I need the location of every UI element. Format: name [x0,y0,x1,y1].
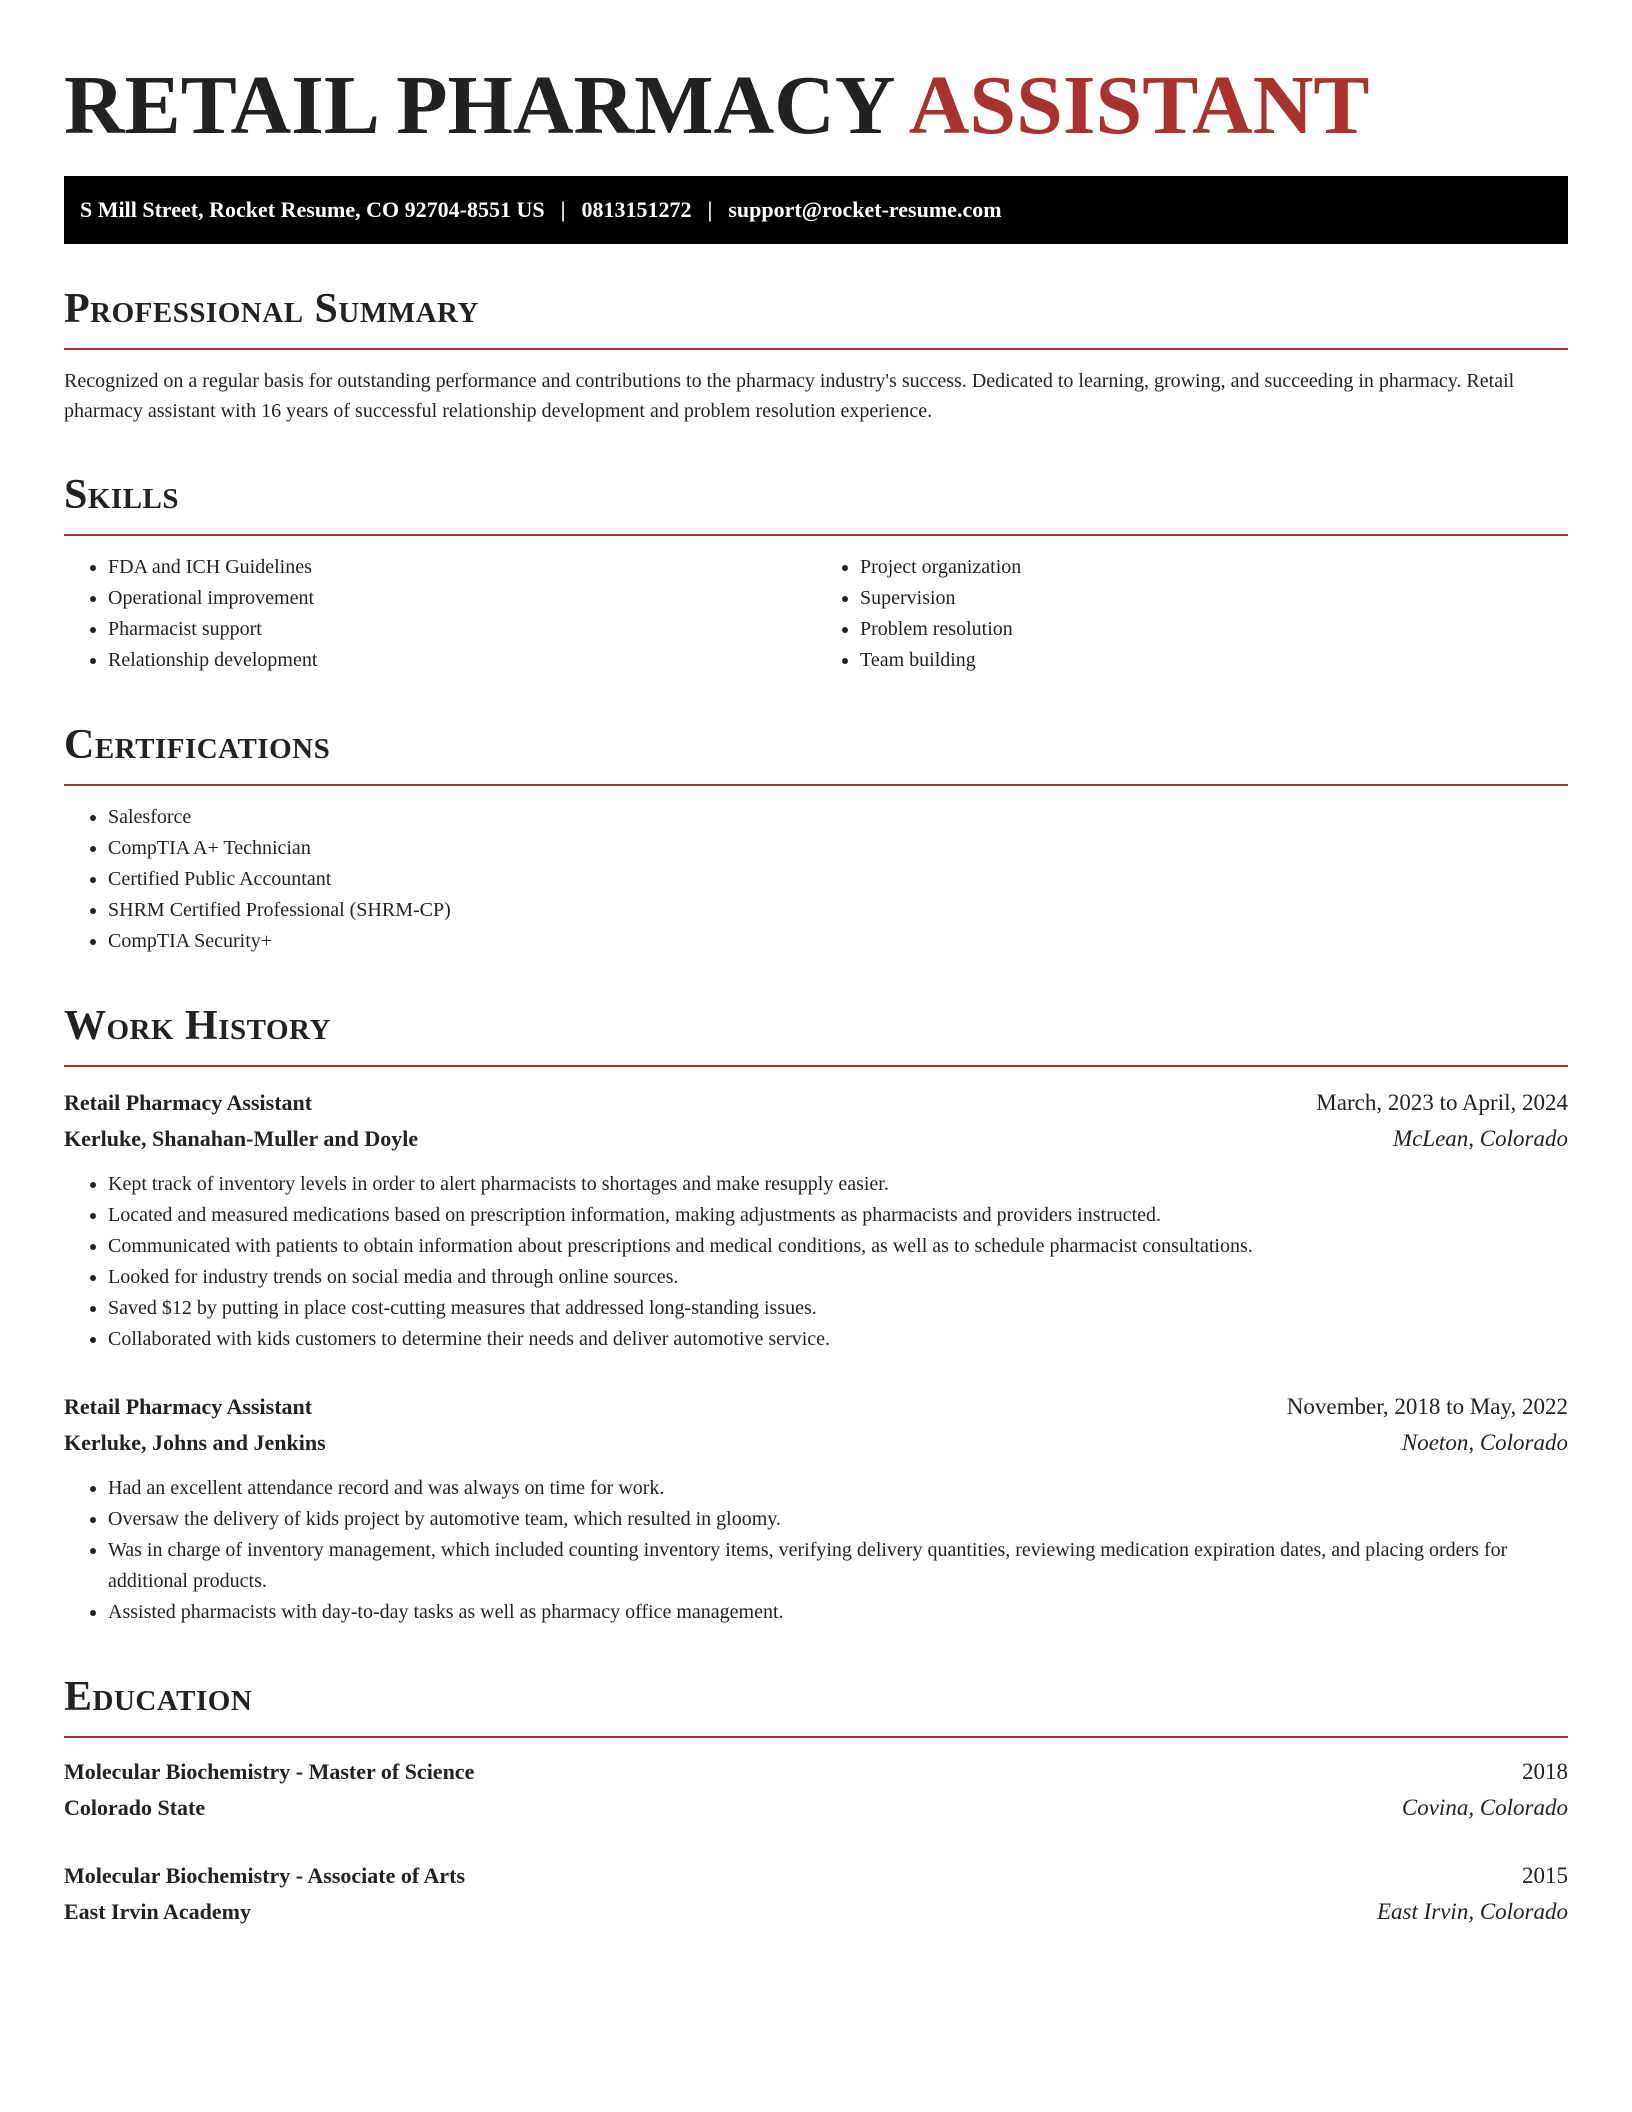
certifications-section [64,720,1568,957]
job-title: Retail Pharmacy Assistant [64,1090,313,1115]
education-school: East Irvin Academy [64,1899,251,1924]
certification-item: • Certified Public Accountant [108,864,1568,895]
title-accent: ASSISTANT [908,59,1370,152]
skill-item: • Operational improvement [108,583,816,614]
job-bullet: • Was in charge of inventory management, which included counting inventory items, verifying delivery quantities, reviewing medication expiration dates, and placing orders for additional products. [108,1535,1568,1597]
job-dates: March, 2023 to April, 2024 [1316,1090,1568,1115]
skill-item: • Team building [860,645,1568,676]
education-school: Colorado State [64,1795,206,1820]
title-main: RETAIL PHARMACY [64,59,893,152]
job-dates: November, 2018 to May, 2022 [1286,1394,1568,1419]
education-degree: Molecular Biochemistry - Associate of Arts [64,1863,466,1888]
contact-separator: | [560,197,566,222]
skill-item: • Supervision [860,583,1568,614]
skills-grid [64,552,1568,676]
summary-text: Recognized on a regular basis for outstanding performance and contributions to the pharmacy industry's success. Dedicated to learning, growing, and succeeding in pharmacy. Retail pharmacy assistant with 16 years of successful relationship development and problem resolution experience. [64,370,1515,422]
job-company: Kerluke, Johns and Jenkins [64,1430,326,1455]
education-location: Covina, Colorado [1401,1795,1568,1820]
resume-title [64,56,1568,156]
job-bullet: • Looked for industry trends on social media and through online sources. [108,1262,1568,1293]
education-section [64,1672,1568,1930]
contact-address: S Mill Street, Rocket Resume, CO 92704-8551 US [80,197,545,222]
job-bullet: • Oversaw the delivery of kids project by automotive team, which resulted in gloomy. [108,1504,1568,1535]
job-bullet: • Assisted pharmacists with day-to-day tasks as well as pharmacy office management. [108,1597,1568,1628]
job-bullet: • Communicated with patients to obtain information about prescriptions and medical conditions, as well as to schedule pharmacist consultations. [108,1231,1568,1262]
summary-heading: Professional Summary [64,284,1568,350]
certification-item: • Salesforce [108,802,1568,833]
job-entry [64,1389,1568,1628]
education-entry [64,1754,1568,1826]
education-year: 2015 [1522,1863,1568,1888]
skill-item: • Project organization [860,552,1568,583]
education-degree: Molecular Biochemistry - Master of Science [64,1759,475,1784]
skill-item: • Pharmacist support [108,614,816,645]
job-bullets [64,1169,1568,1355]
education-year: 2018 [1522,1759,1568,1784]
skills-section [64,470,1568,676]
education-location: East Irvin, Colorado [1376,1899,1568,1924]
summary-section [64,284,1568,426]
skills-heading: Skills [64,470,1568,536]
resume-page [64,0,1568,1930]
skill-item: • Relationship development [108,645,816,676]
job-title: Retail Pharmacy Assistant [64,1394,313,1419]
skill-item: • FDA and ICH Guidelines [108,552,816,583]
contact-email: support@rocket-resume.com [728,197,1002,222]
job-entry [64,1085,1568,1355]
work-history-heading: Work History [64,1001,1568,1067]
job-bullet: • Collaborated with kids customers to determine their needs and deliver automotive service. [108,1324,1568,1355]
skill-item: • Problem resolution [860,614,1568,645]
certifications-list [64,802,1568,957]
job-bullets [64,1473,1568,1628]
job-location: McLean, Colorado [1392,1126,1568,1151]
skills-column-1 [64,552,816,676]
education-heading: Education [64,1672,1568,1738]
contact-bar [64,176,1568,244]
job-bullet: • Kept track of inventory levels in order to alert pharmacists to shortages and make resupply easier. [108,1169,1568,1200]
job-bullet: • Saved $12 by putting in place cost-cutting measures that addressed long-standing issues. [108,1293,1568,1324]
job-bullet: • Located and measured medications based on prescription information, making adjustments as pharmacists and providers instructed. [108,1200,1568,1231]
certification-item: • CompTIA A+ Technician [108,833,1568,864]
contact-phone: 0813151272 [581,197,692,222]
contact-separator: | [707,197,713,222]
skills-column-2 [816,552,1568,676]
certifications-heading: Certifications [64,720,1568,786]
work-history-section [64,1001,1568,1628]
education-entry [64,1858,1568,1930]
job-bullet: • Had an excellent attendance record and was always on time for work. [108,1473,1568,1504]
job-company: Kerluke, Shanahan-Muller and Doyle [64,1126,419,1151]
job-location: Noeton, Colorado [1401,1430,1568,1455]
certification-item: • CompTIA Security+ [108,926,1568,957]
certification-item: • SHRM Certified Professional (SHRM-CP) [108,895,1568,926]
